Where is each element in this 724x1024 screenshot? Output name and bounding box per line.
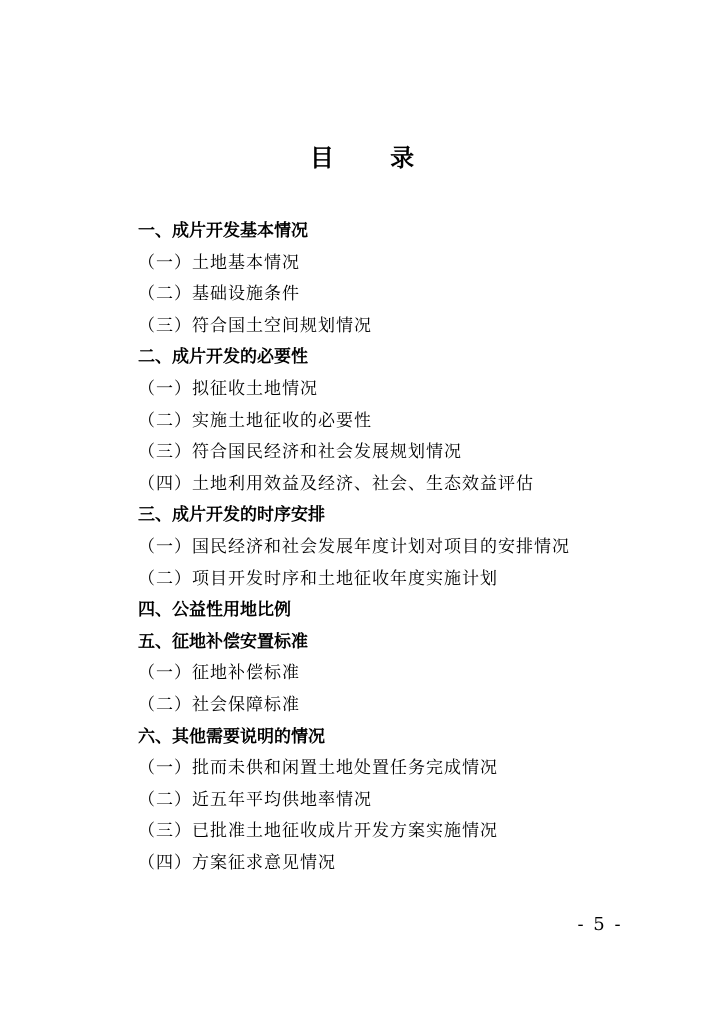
- toc-subsection-item: （四）方案征求意见情况: [138, 852, 336, 873]
- toc-subsection-item: （一）征地补偿标准: [138, 663, 300, 684]
- toc-subsection-item: （一）拟征收土地情况: [138, 378, 318, 399]
- toc-subsection-item: （四）土地利用效益及经济、社会、生态效益评估: [138, 473, 534, 494]
- toc-subsection-item: （三）符合国民经济和社会发展规划情况: [138, 442, 462, 463]
- toc-section-heading: 四、公益性用地比例: [138, 600, 291, 621]
- toc-subsection-item: （三）符合国土空间规划情况: [138, 315, 372, 336]
- page-number: - 5 -: [577, 914, 623, 935]
- toc-subsection-item: （二）社会保障标准: [138, 694, 300, 715]
- toc-subsection-item: （二）近五年平均供地率情况: [138, 789, 372, 810]
- toc-subsection-item: （一）批而未供和闲置土地处置任务完成情况: [138, 758, 498, 779]
- toc-subsection-item: （一）土地基本情况: [138, 252, 300, 273]
- toc-subsection-item: （二）项目开发时序和土地征收年度实施计划: [138, 568, 498, 589]
- toc-subsection-item: （二）基础设施条件: [138, 284, 300, 305]
- toc-section-heading: 一、成片开发基本情况: [138, 221, 308, 241]
- toc-subsection-item: （二）实施土地征收的必要性: [138, 410, 372, 431]
- toc-section-heading: 五、征地补偿安置标准: [138, 631, 308, 652]
- toc-subsection-item: （三）已批准土地征收成片开发方案实施情况: [138, 821, 498, 842]
- toc-section-heading: 二、成片开发的必要性: [138, 347, 308, 368]
- toc-subsection-item: （一）国民经济和社会发展年度计划对项目的安排情况: [138, 536, 570, 557]
- page-title: 目 录: [309, 144, 439, 172]
- table-of-contents: [138, 216, 618, 879]
- toc-section-heading: 六、其他需要说明的情况: [138, 726, 325, 747]
- toc-section-heading: 三、成片开发的时序安排: [138, 505, 325, 526]
